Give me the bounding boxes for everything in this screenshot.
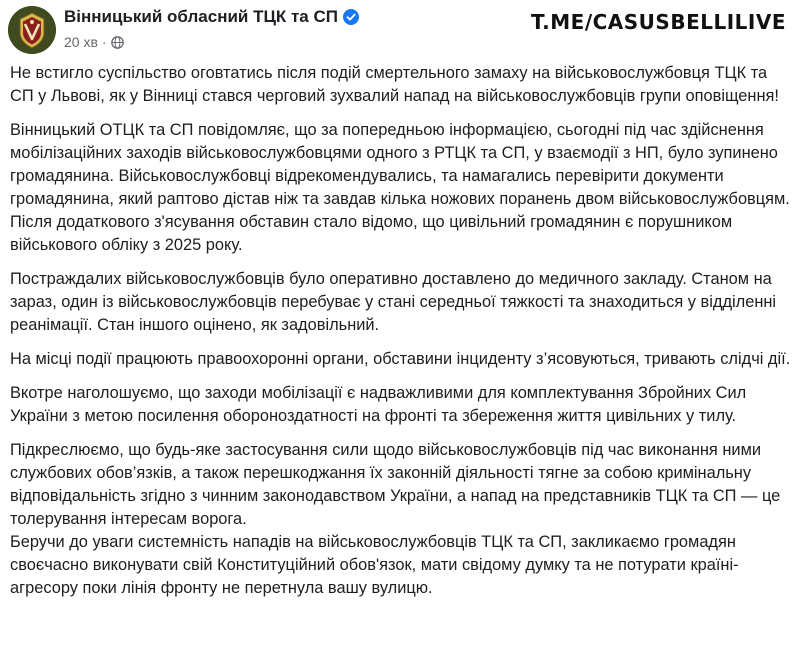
post-paragraph: Не встигло суспільство оговтатись після подій смертельного замаху на військовослужбовця ТЦК та СП у Львові, як у Вінниці стався черговий зухвалий напад на військовослужбовців групи оповіщення! [10,64,779,105]
post-meta [64,34,124,50]
post-paragraph: Підкреслюємо, що будь-яке застосування сили щодо військовослужбовців під час виконання ними службових обов’язків, а також перешкоджання їх законній діяльності тягне за собою кримінальну відповідальність згідно з чинним законодавством України, а напад на представників ТЦК та СП — це толерування інтересам ворога. [10,441,781,528]
post-paragraph: На місці події працюють правоохоронні органи, обставини інциденту з’ясовуються, тривають слідчі дії. [10,350,791,368]
post-paragraph: Після додаткового з'ясування обставин стало відомо, що цивільний громадянин є порушником військового обліку з 2025 року. [10,213,733,254]
post-paragraph: Вінницький ОТЦК та СП повідомляє, що за попередньою інформацією, сьогодні під час здійснення мобілізаційних заходів військовослужбовцями одного з РТЦК та СП, у взаємодії з НП, було зупинено громадянина. Військовослужбовці відрекомендувались, та намагались перевірити документи громадянина, який раптово дістав ніж та завдав кілька ножових поранень двом військовослужбовцям. [10,121,790,208]
post-header [0,0,800,58]
post-body [10,62,794,600]
author-name-row [64,7,359,27]
verified-badge-icon [343,9,359,25]
post-paragraph: Беручи до уваги системність нападів на військовослужбовців ТЦК та СП, закликаємо громадян своєчасно виконувати свій Конституційний обов'язок, мати свідому думку та не потурати країні-агресору поки лінія фронту не перетнула вашу вулицю. [10,533,739,597]
globe-icon[interactable] [111,36,124,49]
post-paragraph: Постраждалих військовослужбовців було оперативно доставлено до медичного закладу. Станом на зараз, один із військовослужбовців перебуває у стані середньої тяжкості та знаходиться у відділенні реанімації. Стан іншого оцінено, як задовільний. [10,270,777,334]
author-name[interactable]: Вінницький обласний ТЦК та СП [64,7,338,26]
channel-watermark: T.ME/CASUSBELLILIVE [531,10,786,34]
post-paragraph: Вкотре наголошуємо, що заходи мобілізації є надважливими для комплектування Збройних Сил України з метою посилення обороноздатності на фронті та збереження життя цивільних у тилу. [10,384,747,425]
post-timestamp[interactable]: 20 хв [64,34,98,50]
meta-separator: · [101,34,107,50]
tck-emblem-icon[interactable] [8,6,56,54]
